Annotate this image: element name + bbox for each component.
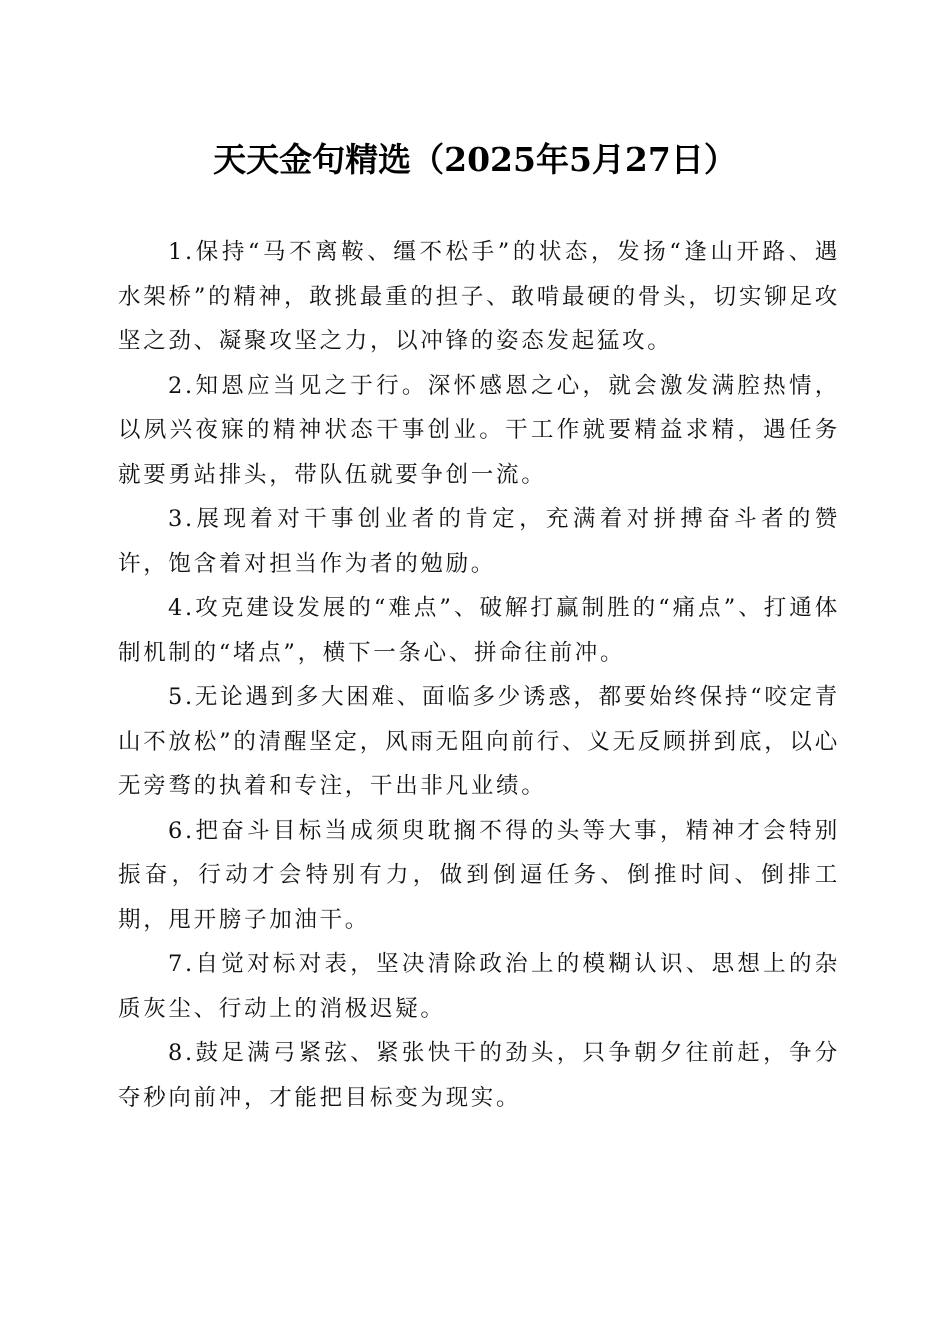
paragraph-3: 3.展现着对干事创业者的肯定，充满着对拼搏奋斗者的赞许，饱含着对担当作为者的勉励。 xyxy=(118,506,840,577)
paragraph-8: 8.鼓足满弓紧弦、紧张快干的劲头，只争朝夕往前赶，争分夺秒向前冲，才能把目标变为现实。 xyxy=(118,1040,840,1111)
document-body xyxy=(118,230,840,1120)
document-title: 天天金句精选（2025年5月27日） xyxy=(213,140,737,179)
paragraph-6: 6.把奋斗目标当成须臾耽搁不得的头等大事，精神才会特别振奋，行动才会特别有力，做到倒逼任务、倒推时间、倒排工期，甩开膀子加油干。 xyxy=(118,817,840,933)
paragraph-1: 1.保持“马不离鞍、缰不松手”的状态，发扬“逢山开路、遇水架桥”的精神，敢挑最重的担子、敢啃最硬的骨头，切实铆足攻坚之劲、凝聚攻坚之力，以冲锋的姿态发起猛攻。 xyxy=(118,239,840,354)
paragraph-5: 5.无论遇到多大困难、面临多少诱惑，都要始终保持“咬定青山不放松”的清醒坚定，风雨无阻向前行、义无反顾拼到底，以心无旁骛的执着和专注，干出非凡业绩。 xyxy=(118,684,840,799)
paragraph-4: 4.攻克建设发展的“难点”、破解打赢制胜的“痛点”、打通体制机制的“堵点”，横下一条心、拼命往前冲。 xyxy=(118,595,840,666)
paragraph-7: 7.自觉对标对表，坚决清除政治上的模糊认识、思想上的杂质灰尘、行动上的消极迟疑。 xyxy=(118,951,840,1022)
paragraph-2: 2.知恩应当见之于行。深怀感恩之心，就会激发满腔热情，以夙兴夜寐的精神状态干事创业。干工作就要精益求精，遇任务就要勇站排头，带队伍就要争创一流。 xyxy=(118,372,840,488)
